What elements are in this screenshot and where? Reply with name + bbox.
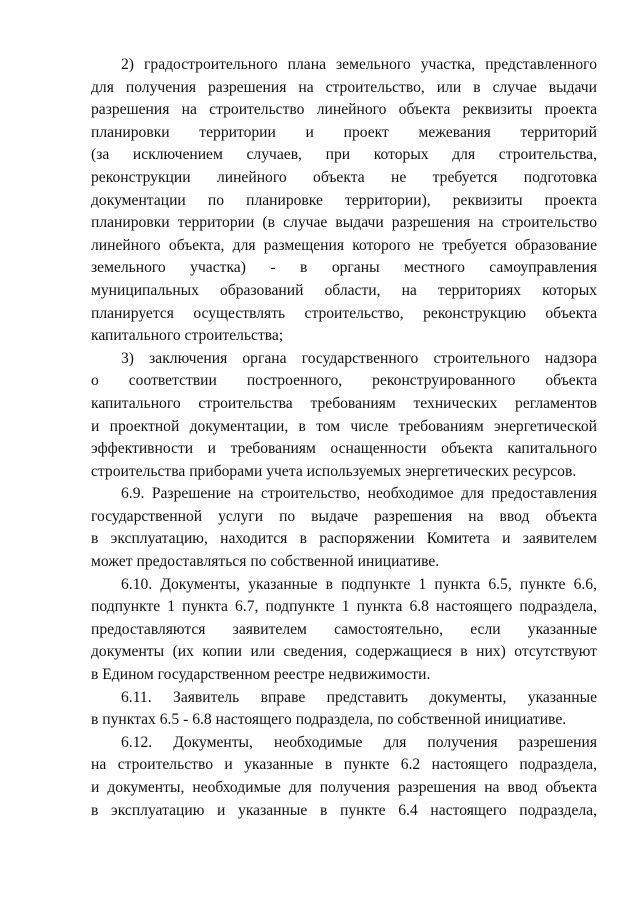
text-line: и проектной документации, в том числе требованиям энергетической [91, 417, 597, 435]
text-line: в эксплуатацию, находится в распоряжении Комитета и заявителем [91, 530, 597, 548]
text-line: в эксплуатацию и указанные в пункте 6.4 настоящего подраздела, [91, 801, 597, 819]
text-line: земельного участка) - в органы местного самоуправления [91, 259, 597, 277]
document-page [91, 54, 597, 822]
paragraph-item-2 [91, 54, 597, 348]
text-line: и документы, необходимые для получения разрешения на ввод объекта [91, 779, 597, 796]
text-line: 2) градостроительного плана земельного участка, представленного [121, 56, 597, 73]
text-line: (за исключением случаев, при которых для строительства, [91, 146, 597, 164]
text-line: планировки территории и проект межевания территорий [91, 123, 597, 141]
text-line: документы (их копии или сведения, содержащиеся в них) отсутствуют [91, 643, 597, 661]
paragraph-item-6-12 [91, 732, 597, 822]
text-line: о соответствии построенного, реконструированного объекта [91, 372, 597, 390]
text-line: планируется осуществлять строительство, реконструкцию объекта [91, 304, 597, 322]
text-line: для получения разрешения на строительство, или в случае выдачи [91, 78, 597, 96]
text-line: государственной услуги по выдаче разрешения на ввод объекта [91, 507, 597, 525]
text-line: подпункте 1 пункта 6.7, подпункте 1 пункта 6.8 настоящего подраздела, [91, 598, 597, 616]
text-line: документации по планировке территории), реквизиты проекта [91, 191, 597, 209]
text-line: планировки территории (в случае выдачи разрешения на строительство [91, 214, 597, 232]
paragraph-item-6-11 [91, 687, 597, 732]
text-line: 6.10. Документы, указанные в подпункте 1 пункта 6.5, пункте 6.6, [121, 575, 597, 593]
text-line: в пунктах 6.5 - 6.8 настоящего подраздела, по собственной инициативе. [91, 711, 567, 729]
text-line: может предоставляться по собственной инициативе. [91, 553, 440, 571]
paragraph-item-6-9 [91, 483, 597, 573]
text-line: муниципальных образований области, на территориях которых [91, 281, 597, 299]
text-line: 6.9. Разрешение на строительство, необходимое для предоставления [121, 485, 597, 503]
text-line: реконструкции линейного объекта не требуется подготовка [91, 168, 597, 186]
text-line: линейного объекта, для размещения которого не требуется образование [91, 236, 597, 254]
text-line: 6.12. Документы, необходимые для получения разрешения [121, 733, 597, 751]
text-line: 6.11. Заявитель вправе представить документы, указанные [121, 688, 597, 706]
text-line: строительства приборами учета используемых энергетических ресурсов. [91, 462, 577, 480]
text-line: на строительство и указанные в пункте 6.2 настоящего подраздела, [91, 756, 597, 774]
text-line: капитального строительства требованиям технических регламентов [91, 394, 597, 412]
text-line: капитального строительства; [91, 327, 284, 345]
text-line: предоставляются заявителем самостоятельно, если указанные [91, 620, 597, 638]
text-line: эффективности и требованиям оснащенности объекта капитального [91, 440, 597, 458]
paragraph-item-3 [91, 348, 597, 484]
text-line: разрешения на строительство линейного объекта реквизиты проекта [91, 101, 597, 119]
paragraph-item-6-10 [91, 574, 597, 687]
text-line: 3) заключения органа государственного строительного надзора [121, 349, 597, 367]
text-line: в Едином государственном реестре недвижимости. [91, 666, 431, 684]
